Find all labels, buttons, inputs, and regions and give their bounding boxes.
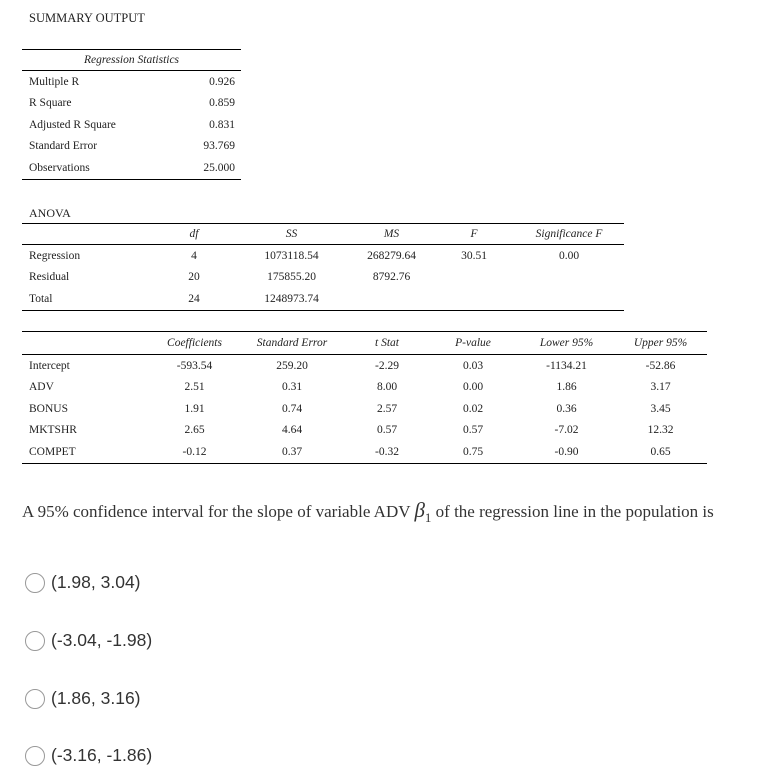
coef-cell: -2.29 xyxy=(375,359,399,372)
coef-cell: 1.86 xyxy=(556,381,577,394)
coef-cell: 2.51 xyxy=(184,381,205,394)
coef-cell: 0.75 xyxy=(462,445,484,458)
coef-cell: 0.31 xyxy=(281,381,303,394)
anova-cell xyxy=(349,288,434,310)
radio-button[interactable] xyxy=(25,631,45,651)
beta-symbol: $\beta_1$ xyxy=(414,498,432,526)
coef-cell: 3.45 xyxy=(650,402,671,415)
anova-cell: 0.00 xyxy=(558,249,580,262)
anova-cell xyxy=(514,267,624,289)
coef-cell: 0.57 xyxy=(376,424,398,437)
anova-header-blank xyxy=(22,224,154,245)
stats-label: Standard Error xyxy=(29,140,98,153)
coef-header-coefficients: Coefficients xyxy=(152,332,237,355)
coef-cell: -0.32 xyxy=(375,445,399,458)
coef-cell: 0.00 xyxy=(462,381,484,394)
coef-cell: COMPET xyxy=(29,445,76,458)
answer-option-4[interactable] xyxy=(25,745,152,766)
question-text-before: A 95% confidence interval for the slope of variable ADV xyxy=(22,502,411,521)
regression-statistics-table xyxy=(22,49,241,180)
coef-cell: MKTSHR xyxy=(29,424,77,437)
coef-cell: 0.03 xyxy=(462,359,484,372)
coef-cell: 0.37 xyxy=(281,445,303,458)
option-label: (-3.04, -1.98) xyxy=(51,630,153,650)
anova-table xyxy=(22,223,624,311)
radio-button[interactable] xyxy=(25,689,45,709)
summary-output-title: SUMMARY OUTPUT xyxy=(29,11,145,25)
coef-row xyxy=(22,377,707,399)
option-label: (-3.16, -1.86) xyxy=(51,745,153,765)
question-text xyxy=(22,498,746,530)
option-label: (1.86, 3.16) xyxy=(51,688,141,708)
coef-header-standard-error: Standard Error xyxy=(237,332,347,355)
answer-option-1[interactable] xyxy=(25,572,141,593)
coef-cell: -0.12 xyxy=(182,445,207,458)
stats-row xyxy=(22,136,241,158)
coef-header-blank xyxy=(22,332,152,355)
stats-row xyxy=(22,157,241,179)
coef-cell: 0.57 xyxy=(462,424,484,437)
anova-cell xyxy=(434,267,514,289)
anova-cell: Regression xyxy=(29,249,81,262)
anova-cell: 8792.76 xyxy=(372,271,411,284)
anova-cell: 1248973.74 xyxy=(264,292,319,305)
stats-value: 0.831 xyxy=(209,118,235,131)
coef-cell: 8.00 xyxy=(376,381,398,394)
coef-header-p-value: P-value xyxy=(427,332,519,355)
anova-cell: Total xyxy=(29,292,53,305)
coef-cell: 0.74 xyxy=(281,402,303,415)
stats-label: R Square xyxy=(29,97,72,110)
coef-cell: 4.64 xyxy=(281,424,303,437)
stats-value: 25.000 xyxy=(203,161,235,174)
coef-cell: -1134.21 xyxy=(546,359,587,372)
anova-row xyxy=(22,245,624,267)
coef-cell: 259.20 xyxy=(276,359,308,372)
stats-value: 0.926 xyxy=(209,75,235,88)
anova-cell: 4 xyxy=(191,249,197,262)
coef-cell: -52.86 xyxy=(645,359,676,372)
answer-option-3[interactable] xyxy=(25,688,141,709)
anova-header-ms: MS xyxy=(349,224,434,245)
coef-cell: Intercept xyxy=(29,359,70,372)
question-text-after: of the regression line in the population is xyxy=(435,502,714,521)
anova-cell: 175855.20 xyxy=(267,271,316,284)
stats-value: 0.859 xyxy=(209,97,235,110)
coef-cell: -593.54 xyxy=(176,359,213,372)
regression-statistics-header: Regression Statistics xyxy=(22,50,241,71)
coef-cell: ADV xyxy=(29,381,54,394)
anova-cell: 1073118.54 xyxy=(264,249,319,262)
anova-cell xyxy=(514,288,624,310)
anova-title: ANOVA xyxy=(29,206,71,220)
coef-cell: 3.17 xyxy=(650,381,671,394)
anova-cell: 30.51 xyxy=(461,249,487,262)
option-label: (1.98, 3.04) xyxy=(51,572,141,592)
stats-label: Observations xyxy=(29,161,90,174)
coef-cell: 0.36 xyxy=(556,402,577,415)
coef-cell: 0.02 xyxy=(462,402,484,415)
radio-button[interactable] xyxy=(25,573,45,593)
anova-cell: Residual xyxy=(29,271,70,284)
coefficients-table xyxy=(22,331,707,464)
coef-cell: 1.91 xyxy=(184,402,205,415)
coef-cell: -7.02 xyxy=(554,424,579,437)
coef-row xyxy=(22,355,707,377)
anova-header-ss: SS xyxy=(234,224,349,245)
anova-header-df: df xyxy=(154,224,234,245)
coef-cell: 0.65 xyxy=(650,445,671,458)
coef-cell: -0.90 xyxy=(554,445,579,458)
coef-cell: 2.65 xyxy=(184,424,205,437)
anova-cell: 268279.64 xyxy=(367,249,416,262)
stats-row xyxy=(22,71,241,93)
anova-row xyxy=(22,288,624,310)
coef-header-upper-95: Upper 95% xyxy=(614,332,707,355)
anova-cell: 24 xyxy=(188,292,200,305)
coef-row xyxy=(22,420,707,442)
stats-row xyxy=(22,93,241,115)
answer-option-2[interactable] xyxy=(25,630,152,651)
coef-row xyxy=(22,441,707,463)
coef-header-lower-95: Lower 95% xyxy=(519,332,614,355)
coef-cell: 2.57 xyxy=(376,402,398,415)
anova-header-significance-f: Significance F xyxy=(514,224,624,245)
radio-button[interactable] xyxy=(25,746,45,766)
coef-cell: BONUS xyxy=(29,402,68,415)
coef-header-t-stat: t Stat xyxy=(347,332,427,355)
coef-row xyxy=(22,398,707,420)
stats-label: Multiple R xyxy=(29,75,80,88)
stats-value: 93.769 xyxy=(203,140,235,153)
anova-row xyxy=(22,267,624,289)
stats-row xyxy=(22,114,241,136)
coef-cell: 12.32 xyxy=(647,424,674,437)
anova-header-f: F xyxy=(434,224,514,245)
anova-cell xyxy=(434,288,514,310)
anova-cell: 20 xyxy=(188,271,200,284)
stats-label: Adjusted R Square xyxy=(29,118,116,131)
